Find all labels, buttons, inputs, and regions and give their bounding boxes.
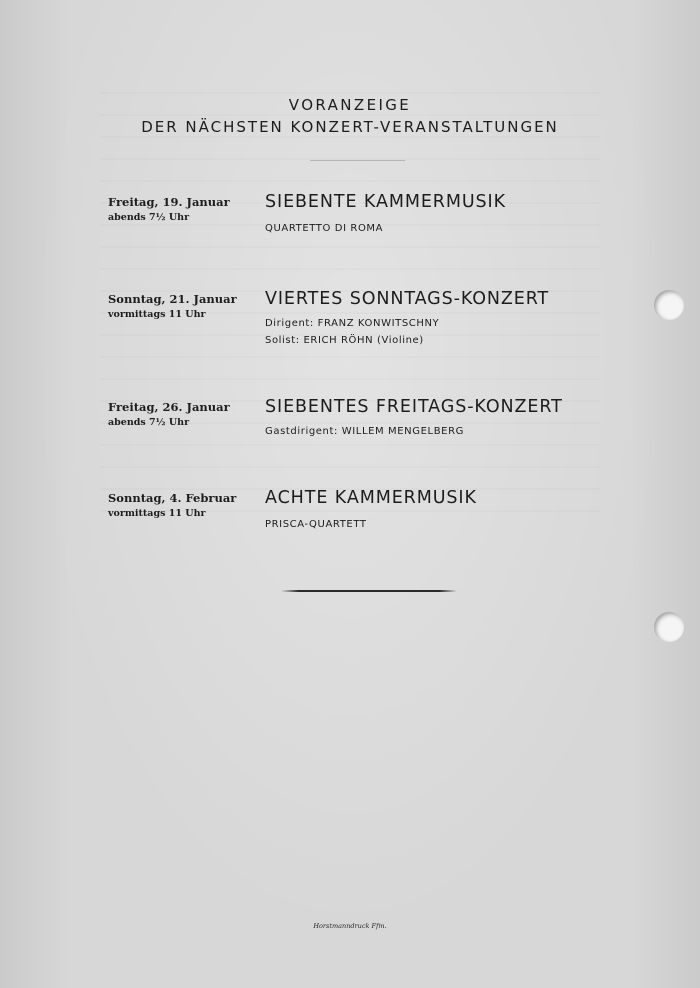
header-subtitle: DER NÄCHSTEN KONZERT-VERANSTALTUNGEN	[141, 118, 559, 136]
event-title: SIEBENTE KAMMERMUSIK	[265, 192, 506, 212]
event-date: Freitag, 26. Januar	[108, 400, 230, 414]
event-title: SIEBENTES FREITAGS-KONZERT	[265, 397, 563, 417]
event-date: Sonntag, 4. Februar	[108, 491, 237, 505]
header-divider	[310, 160, 405, 161]
header-title: VORANZEIGE	[288, 96, 412, 114]
event-soloist: Solist: ERICH RÖHN (Violine)	[265, 335, 424, 346]
punch-hole	[654, 612, 684, 642]
printer-imprint: Horstmanndruck Ffm.	[313, 922, 387, 930]
event-date: Sonntag, 21. Januar	[108, 292, 237, 306]
event-title: ACHTE KAMMERMUSIK	[265, 488, 477, 508]
closing-rule	[281, 590, 457, 592]
punch-hole	[654, 290, 684, 320]
event-date: Freitag, 19. Januar	[108, 195, 230, 209]
event-time: vormittags 11 Uhr	[108, 309, 206, 320]
event-conductor: Dirigent: FRANZ KONWITSCHNY	[265, 318, 440, 329]
event-time: vormittags 11 Uhr	[108, 508, 206, 519]
event-performer: PRISCA-QUARTETT	[265, 519, 367, 530]
event-title: VIERTES SONNTAGS-KONZERT	[265, 289, 550, 309]
event-guest-conductor: Gastdirigent: WILLEM MENGELBERG	[265, 426, 464, 437]
event-time: abends 7½ Uhr	[108, 212, 190, 223]
event-performer: QUARTETTO DI ROMA	[265, 223, 384, 234]
event-time: abends 7½ Uhr	[108, 417, 190, 428]
announcement-header	[0, 94, 700, 138]
